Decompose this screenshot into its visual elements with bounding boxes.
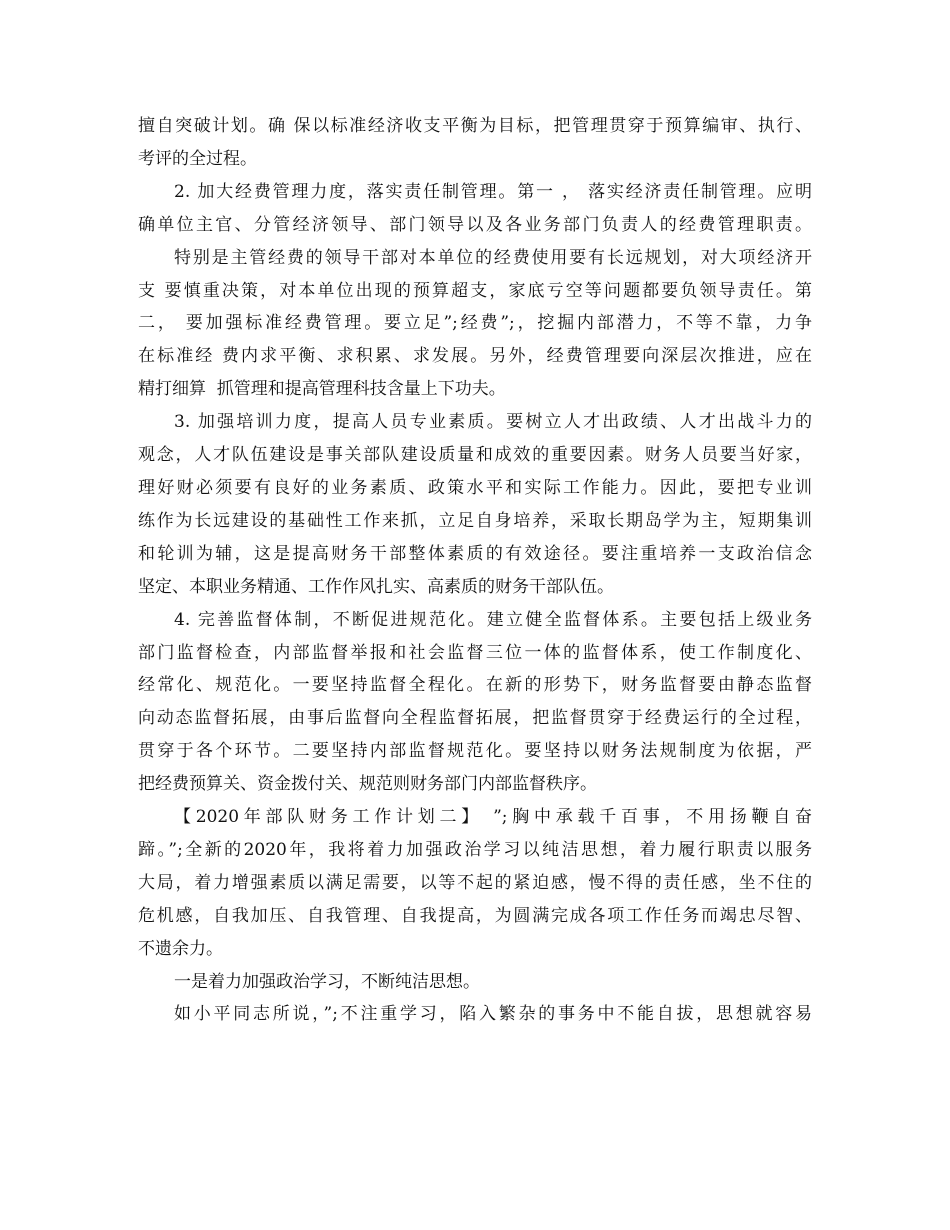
text-line-7: 二， 要加强标准经费管理。要立足”;经费”;，挖掘内部潜力，不等不靠，力争: [138, 313, 812, 334]
text-line-3: 2. 加大经费管理力度，落实责任制管理。第一 ， 落实经济责任制管理。应明: [174, 181, 812, 202]
text-line-4: 确单位主官、分管经济领导、部门领导以及各业务部门负责人的经费管理职责。: [138, 214, 812, 235]
text-line-11: 观念，人才队伍建设是事关部队建设质量和成效的重要因素。财务人员要当好家，: [138, 445, 812, 466]
text-line-2: 考评的全过程。: [138, 148, 257, 169]
text-line-14: 和轮训为辅，这是提高财务干部整体素质的有效途径。要注重培养一支政治信念: [138, 543, 812, 564]
text-line-5: 特别是主管经费的领导干部对本单位的经费使用要有长远规划，对大项经济开: [174, 247, 812, 268]
text-line-20: 贯穿于各个环节。二要坚持内部监督规范化。要坚持以财务法规制度为依据，严: [138, 741, 812, 762]
text-line-15: 坚定、本职业务精通、工作作风扎实、高素质的财务干部队伍。: [138, 576, 614, 597]
text-line-9: 精打细算 抓管理和提高管理科技含量上下功夫。: [138, 379, 506, 400]
text-line-8: 在标准经 费内求平衡、求积累、求发展。另外，经费管理要向深层次推进，应在: [138, 346, 812, 367]
text-line-10: 3. 加强培训力度，提高人员专业素质。要树立人才出政绩、人才出战斗力的: [174, 412, 812, 433]
text-line-12: 理好财必须要有良好的业务素质、政策水平和实际工作能力。因此，要把专业训: [138, 477, 812, 498]
text-line-26: 不遗余力。: [138, 938, 223, 959]
text-line-6: 支 要慎重决策，对本单位出现的预算超支，家底亏空等问题都要负领导责任。第: [138, 280, 812, 301]
text-line-18: 经常化、规范化。一要坚持监督全程化。在新的形势下，财务监督要由静态监督: [138, 675, 812, 696]
text-line-21: 把经费预算关、资金拨付关、规范则财务部门内部监督秩序。: [138, 774, 597, 795]
text-line-25: 危机感，自我加压、自我管理、自我提高，为圆满完成各项工作任务而竭忠尽智、: [138, 905, 812, 926]
text-line-13: 练作为长远建设的基础性工作来抓，立足自身培养，采取长期岛学为主，短期集训: [138, 510, 812, 531]
text-line-28: 如小平同志所说，”;不注重学习，陷入繁杂的事务中不能自拔，思想就容易: [174, 1004, 812, 1025]
text-line-24: 大局，着力增强素质以满足需要，以等不起的紧迫感，慢不得的责任感，坐不住的: [138, 872, 812, 893]
text-line-23: 蹄。”;全新的2020年，我将着力加强政治学习以纯洁思想，着力履行职责以服务: [138, 839, 812, 860]
text-line-22: 【2020年部队财务工作计划二】 ”;胸中承载千百事，不用扬鞭自奋: [174, 807, 812, 828]
text-line-27: 一是着力加强政治学习，不断纯洁思想。: [174, 971, 480, 992]
text-line-16: 4. 完善监督体制，不断促进规范化。建立健全监督体系。主要包括上级业务: [174, 609, 812, 630]
text-line-1: 擅自突破计划。确 保以标准经济收支平衡为目标，把管理贯穿于预算编审、执行、: [138, 116, 812, 136]
text-line-17: 部门监督检查，内部监督举报和社会监督三位一体的监督体系，使工作制度化、: [138, 642, 812, 663]
text-line-19: 向动态监督拓展，由事后监督向全程监督拓展，把监督贯穿于经费运行的全过程，: [138, 708, 812, 729]
